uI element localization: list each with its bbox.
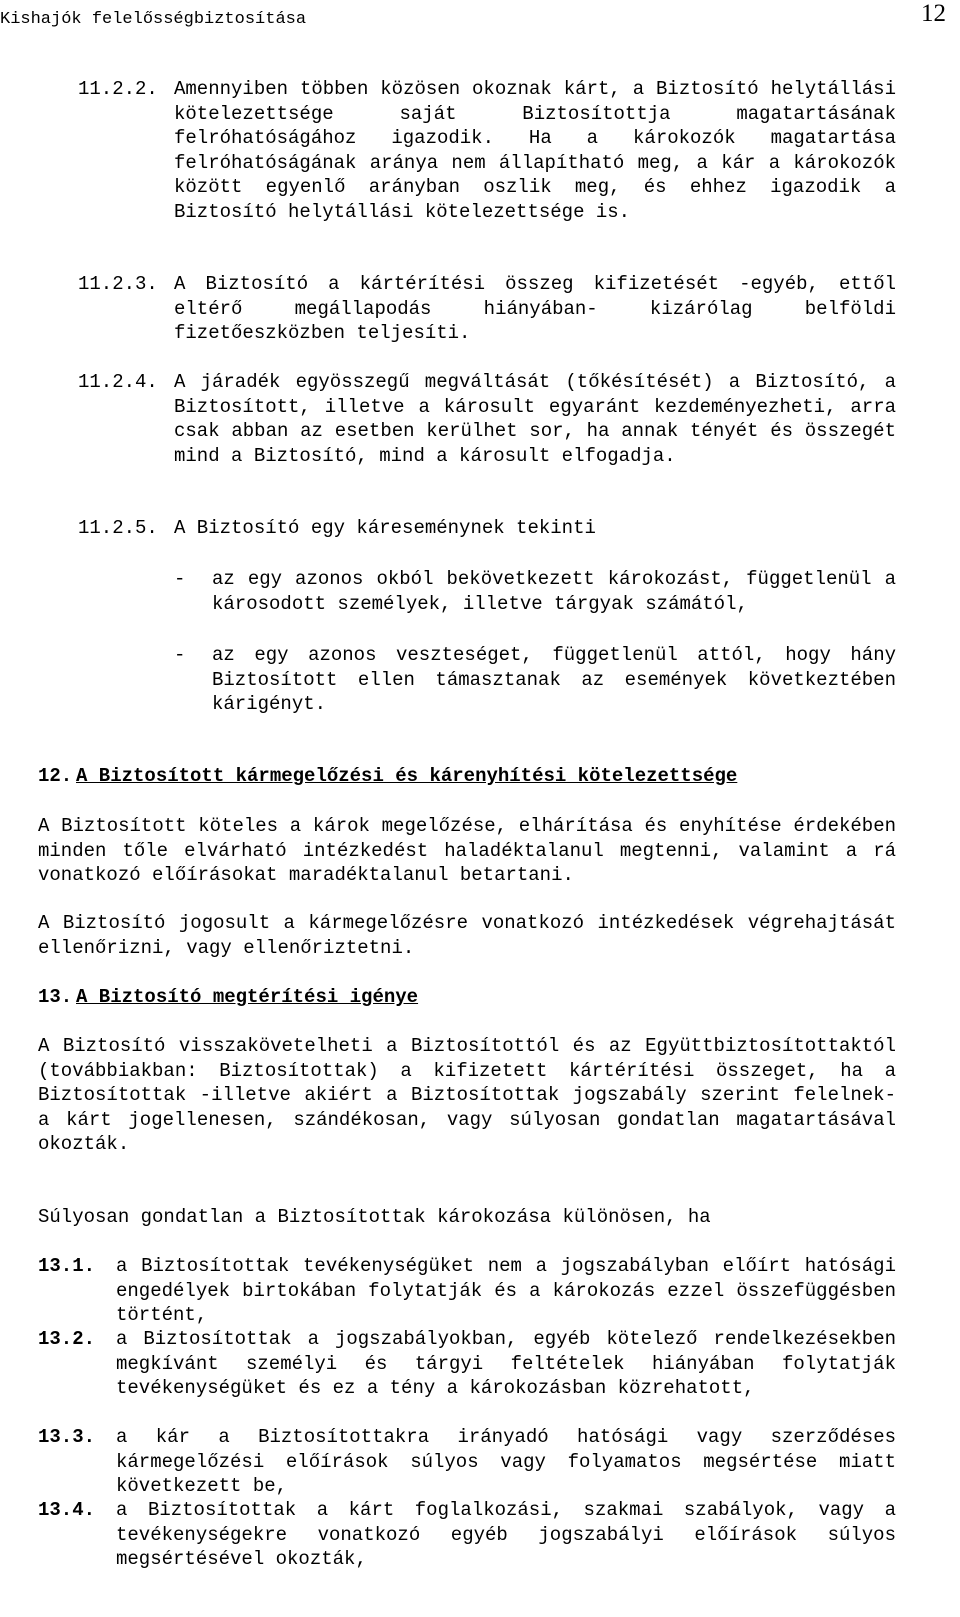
list-item-text: az egy azonos veszteséget, függetlenül attól, hogy hány Biztosított ellen támasztanak az események következtében kárigényt. bbox=[212, 644, 896, 715]
clause-text: a Biztosítottak tevékenységüket nem a jogszabályban előírt hatósági engedélyek birtokában folytatják és a károkozás ezzel összefüggésben történt, bbox=[116, 1255, 896, 1326]
page-number: 12 bbox=[921, 0, 946, 27]
list-dash: - bbox=[174, 568, 186, 590]
clause-text: a Biztosítottak a jogszabályokban, egyéb kötelező rendelkezésekben megkívánt személyi és tárgyi feltételek hiányában folytatják tevékenységüket és ez a tény a károkozásban közrehatott, bbox=[116, 1328, 896, 1399]
section-12-paragraph-2: A Biztosító jogosult a kármegelőzésre vonatkozó intézkedések végrehajtását ellenőrizni, vagy ellenőriztetni. bbox=[38, 912, 896, 959]
clause-13-3 bbox=[38, 1425, 896, 1499]
clause-text: A Biztosító egy káreseménynek tekinti bbox=[174, 517, 596, 539]
clause-11-2-2 bbox=[78, 77, 896, 224]
clause-13-2 bbox=[38, 1327, 896, 1401]
document-title: Kishajók felelősségbiztosítása bbox=[0, 10, 307, 29]
clause-number: 13.3. bbox=[38, 1426, 96, 1448]
section-12-paragraph-1: A Biztosított köteles a károk megelőzése, elhárítása és enyhítése érdekében minden tőle elvárható intézkedést haladéktalanul megtenni, valamint a rá vonatkozó előírásokat maradéktalanul betartani. bbox=[38, 815, 896, 886]
list-dash: - bbox=[174, 644, 186, 666]
list-item-text: az egy azonos okból bekövetkezett károkozást, függetlenül a károsodott személyek, illetve tárgyak számától, bbox=[212, 568, 896, 615]
page-header bbox=[0, 0, 946, 34]
clause-number: 11.2.2. bbox=[78, 78, 158, 100]
clause-text: a kár a Biztosítottakra irányadó hatósági vagy szerződéses kármegelőzési előírások súlyos vagy folyamatos megsértése miatt következett be, bbox=[116, 1426, 896, 1497]
section-title: A Biztosított kármegelőzési és kárenyhítési kötelezettsége bbox=[76, 765, 738, 787]
clause-number: 13.2. bbox=[38, 1328, 96, 1350]
list-item bbox=[174, 567, 896, 616]
clause-number: 13.4. bbox=[38, 1499, 96, 1521]
section-number: 12. bbox=[38, 765, 73, 787]
section-number: 13. bbox=[38, 986, 73, 1008]
clause-number: 11.2.3. bbox=[78, 273, 158, 295]
section-13-paragraph-2: Súlyosan gondatlan a Biztosítottak károkozása különösen, ha bbox=[38, 1206, 711, 1228]
list-item bbox=[174, 643, 896, 717]
clause-13-4 bbox=[38, 1498, 896, 1572]
section-13-heading bbox=[38, 985, 418, 1010]
section-13-paragraph-1: A Biztosító visszakövetelheti a Biztosítottól és az Együttbiztosítottaktól (továbbiakban: Biztosítottak) a kifizetett kártérítési összeget, ha a Biztosítottak -illetve akiért a Biztosítottak jogszabály szerint felelnek- a kárt jogellenesen, szándékosan, vagy súlyosan gondatlan magatartásával okozták. bbox=[38, 1035, 896, 1155]
clause-13-1 bbox=[38, 1254, 896, 1328]
clause-text: A Biztosító a kártérítési összeg kifizetését -egyéb, ettől eltérő megállapodás hiányában- kizárólag belföldi fizetőeszközben teljesíti. bbox=[174, 273, 896, 344]
section-title: A Biztosító megtérítési igénye bbox=[76, 986, 419, 1008]
clause-11-2-4 bbox=[78, 370, 896, 468]
section-12-heading bbox=[38, 764, 737, 789]
clause-number: 11.2.5. bbox=[78, 517, 158, 539]
clause-11-2-5 bbox=[78, 516, 896, 541]
clause-text: A járadék egyösszegű megváltását (tőkésítését) a Biztosító, a Biztosított, illetve a károsult egyaránt kezdeményezheti, arra csak abban az esetben kerülhet sor, ha annak tényét és összegét mind a Biztosító, mind a károsult elfogadja. bbox=[174, 371, 896, 467]
clause-number: 11.2.4. bbox=[78, 371, 158, 393]
clause-text: Amennyiben többen közösen okoznak kárt, a Biztosító helytállási kötelezettsége saját Biztosítottja magatartásának felróhatóságához igazodik. Ha a károkozók magatartása felróhatóságának aránya nem állapítható meg, a kár a károkozók között egyenlő arányban oszlik meg, és ehhez igazodik a Biztosító helytállási kötelezettsége is. bbox=[174, 78, 896, 223]
clause-number: 13.1. bbox=[38, 1255, 96, 1277]
clause-text: a Biztosítottak a kárt foglalkozási, szakmai szabályok, vagy a tevékenységekre vonatkozó egyéb jogszabályi előírások súlyos megsértésével okozták, bbox=[116, 1499, 896, 1570]
clause-11-2-3 bbox=[78, 272, 896, 346]
